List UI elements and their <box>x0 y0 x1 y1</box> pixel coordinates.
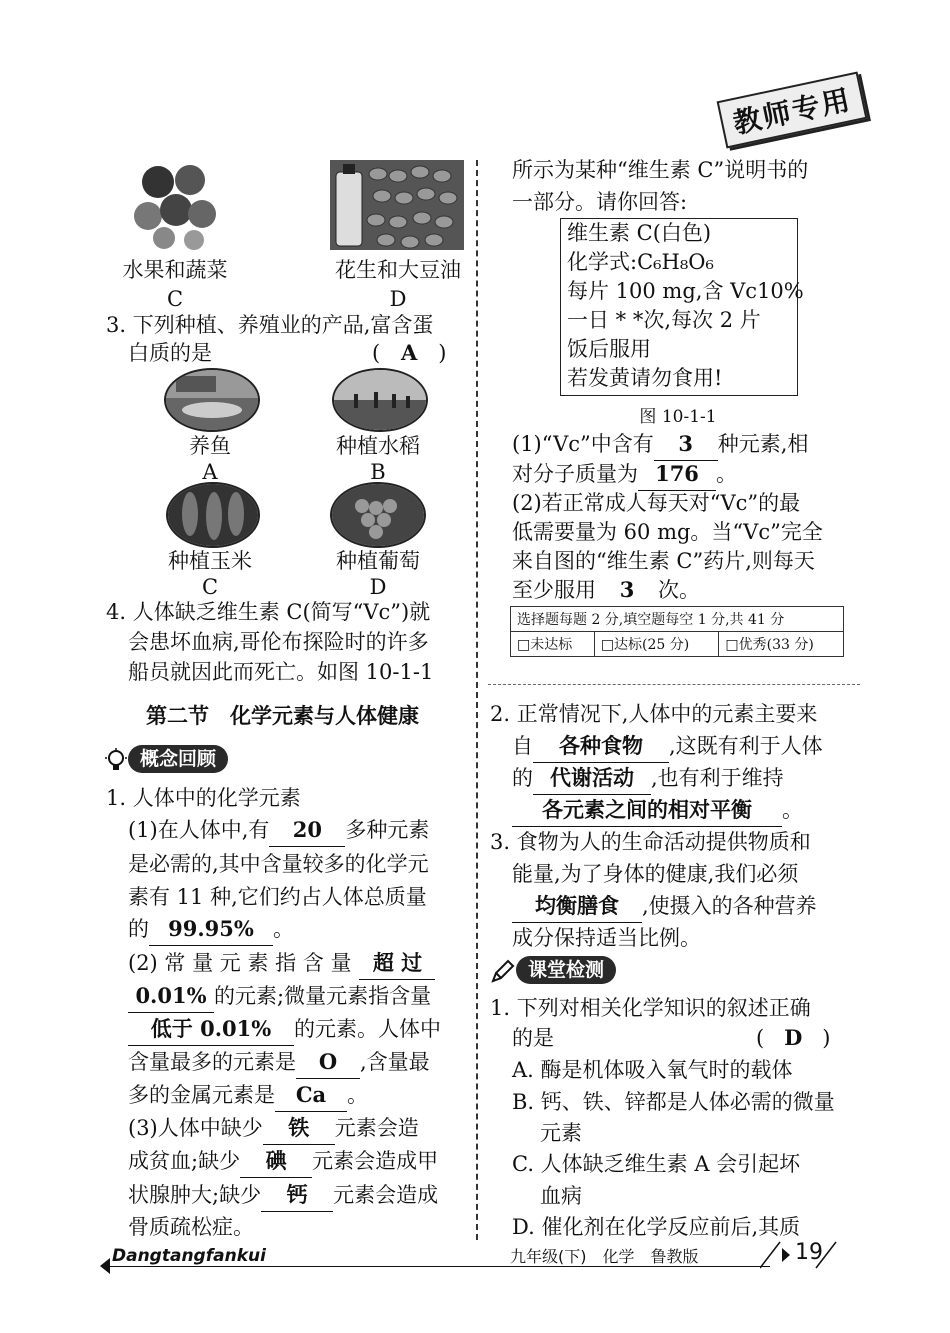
k1-option-a: A. 酶是机体吸入氧气时的载体 <box>512 1058 793 1082</box>
figure-caption: 图 10-1-1 <box>639 407 717 427</box>
answer-176: 176 <box>638 458 716 491</box>
score-table <box>510 606 844 657</box>
option-d-grape-image <box>330 482 426 548</box>
rt-p2-line4: 至少服用 3 次。 <box>512 574 700 607</box>
lightbulb-icon <box>104 748 128 772</box>
rt-p2-line2: 低需要量为 60 mg。当“Vc”完全 <box>512 520 823 544</box>
teacher-only-badge: 教师专用 <box>717 72 868 149</box>
page-number: 19 <box>795 1240 823 1265</box>
vitamin-c-label-box <box>560 218 804 396</box>
rt-p2-line3: 来自图的“维生素 C”药片,则每天 <box>512 549 815 573</box>
c1-line3: 素有 11 种,它们约占人体总质量 <box>128 885 427 909</box>
k1-answer: D <box>784 1025 803 1050</box>
c2-line2: 自 各种食物 ,这既有利于人体 <box>512 730 823 763</box>
score-option-excellent[interactable]: □优秀(33 分) <box>719 632 844 657</box>
caption-letter-d: D <box>389 287 407 311</box>
peanut-soybean-oil-image <box>330 160 464 250</box>
k1-option-b-line2: 元素 <box>540 1121 582 1145</box>
footer-grade: 九年级(下) 化学 鲁教版 <box>510 1247 699 1266</box>
c1-line10: (3)人体中缺少 铁 元素会造 <box>128 1112 419 1145</box>
c1-line13: 骨质疏松症。 <box>128 1215 254 1239</box>
option-b-rice-image <box>332 368 428 432</box>
score-rule: 选择题每题 2 分,填空题每空 1 分,共 41 分 <box>511 607 844 632</box>
column-divider <box>476 160 478 1240</box>
rt-line2: 一部分。请你回答: <box>512 190 688 214</box>
option-a-letter: A <box>202 460 218 484</box>
score-option-pass[interactable]: □达标(25 分) <box>594 632 719 657</box>
q3-line2: 白质的是 <box>128 341 212 365</box>
option-d-letter: D <box>369 575 387 599</box>
box-line-6: 若发黄请勿食用! <box>567 366 723 390</box>
c1-line8: 含量最多的元素是 O ,含量最 <box>128 1046 430 1079</box>
c1-line2: 是必需的,其中含量较多的化学元 <box>128 852 429 876</box>
left-arrow-icon <box>100 1258 110 1274</box>
rt-line1: 所示为某种“维生素 C”说明书的 <box>512 158 809 182</box>
c1-line7: 低于 0.01% 的元素。人体中 <box>128 1013 441 1046</box>
rt-p2-line1: (2)若正常成人每天对“Vc”的最 <box>512 491 801 515</box>
caption-fruit-vegetable: 水果和蔬菜 <box>122 258 228 282</box>
q4-line1: 4. 人体缺乏维生素 C(简写“Vc”)就 <box>106 600 431 624</box>
answer-0-01: 0.01% <box>128 980 214 1013</box>
option-b-caption: 种植水稻 <box>336 434 420 458</box>
k1-line1: 1. 下列对相关化学知识的叙述正确 <box>490 996 811 1020</box>
answer-99-95: 99.95% <box>149 913 273 946</box>
answer-relative-balance: 各元素之间的相对平衡 <box>512 794 782 827</box>
option-a-caption: 养鱼 <box>189 434 231 458</box>
k1-answer-bracket: ( D ) <box>756 1022 848 1054</box>
c1-head: 1. 人体中的化学元素 <box>106 786 301 810</box>
c1-line6: 0.01% 的元素;微量元素指含量 <box>128 980 431 1013</box>
pencil-icon <box>490 958 516 984</box>
answer-below-0-01: 低于 0.01% <box>128 1013 294 1046</box>
c2-line4: 各元素之间的相对平衡 。 <box>512 794 803 827</box>
answer-20: 20 <box>269 814 345 847</box>
q3-answer: A <box>401 340 418 365</box>
c3-line1: 3. 食物为人的生命活动提供物质和 <box>490 830 811 854</box>
caption-letter-c: C <box>166 287 184 311</box>
k1-line2: 的是 <box>512 1026 554 1050</box>
answer-iodine: 碘 <box>240 1145 312 1178</box>
q4-line2: 会患坏血病,哥伦布探险时的许多 <box>128 630 429 654</box>
c1-line1: (1)在人体中,有 20 多种元素 <box>128 814 429 847</box>
answer-iron: 铁 <box>263 1112 335 1145</box>
c2-line3: 的 代谢活动 ,也有利于维持 <box>512 762 784 795</box>
k1-option-b-line1: B. 钙、铁、锌都是人体必需的微量 <box>512 1090 835 1114</box>
box-line-2: 化学式:C₆H₈O₆ <box>567 250 714 274</box>
answer-over: 超 过 <box>359 947 435 980</box>
c3-line4: 成分保持适当比例。 <box>512 926 701 950</box>
box-line-5: 饭后服用 <box>567 337 651 361</box>
q3-answer-bracket: ( A ) <box>372 337 464 369</box>
answer-three-elements: 3 <box>654 428 718 461</box>
box-line-3: 每片 100 mg,含 Vc10% <box>567 279 804 303</box>
answer-ca: Ca <box>275 1079 347 1112</box>
c1-line4: 的 99.95% 。 <box>128 913 294 946</box>
answer-metabolism: 代谢活动 <box>533 762 651 795</box>
footer-brand: Dangtangfankui <box>112 1246 266 1266</box>
answer-o: O <box>296 1046 360 1079</box>
classroom-check-label: 课堂检测 <box>516 956 616 984</box>
k1-option-d-line1: D. 催化剂在化学反应前后,其质 <box>512 1215 801 1239</box>
option-d-caption: 种植葡萄 <box>336 549 420 573</box>
rt-p1-line1: (1)“Vc”中含有 3 种元素,相 <box>512 428 808 461</box>
option-c-caption: 种植玉米 <box>168 549 252 573</box>
score-option-fail[interactable]: □未达标 <box>511 632 595 657</box>
rt-p1-line2: 对分子质量为 176 。 <box>512 458 737 491</box>
c3-line3: 均衡膳食 ,使摄入的各种营养 <box>512 890 817 923</box>
q4-line3: 船员就因此而死亡。如图 10-1-1 <box>128 660 434 684</box>
concept-review-label: 概念回顾 <box>128 745 228 773</box>
c1-line11: 成贫血;缺少 碘 元素会造成甲 <box>128 1145 438 1178</box>
box-line-4: 一日 * *次,每次 2 片 <box>567 308 761 332</box>
k1-option-c-line2: 血病 <box>540 1184 582 1208</box>
caption-peanut-oil: 花生和大豆油 <box>335 258 461 282</box>
c1-line5: (2) 常 量 元 素 指 含 量 超 过 <box>128 947 435 980</box>
answer-various-foods: 各种食物 <box>533 730 669 763</box>
fruit-vegetable-image <box>128 158 220 250</box>
option-b-letter: B <box>370 460 386 484</box>
k1-option-c-line1: C. 人体缺乏维生素 A 会引起坏 <box>512 1152 801 1176</box>
c3-line2: 能量,为了身体的健康,我们必须 <box>512 862 799 886</box>
answer-three-times: 3 <box>596 574 658 607</box>
section-title: 第二节 化学元素与人体健康 <box>146 703 419 728</box>
box-line-1: 维生素 C(白色) <box>567 221 712 245</box>
c2-line1: 2. 正常情况下,人体中的元素主要来 <box>490 702 818 726</box>
answer-calcium: 钙 <box>261 1179 333 1212</box>
option-c-letter: C <box>201 575 219 599</box>
option-a-fish-image <box>164 368 260 432</box>
c1-line12: 状腺肿大;缺少 钙 元素会造成 <box>128 1179 438 1212</box>
section-separator <box>488 684 860 685</box>
option-c-corn-image <box>166 482 260 548</box>
answer-balanced-diet: 均衡膳食 <box>512 890 642 923</box>
q3-line1: 3. 下列种植、养殖业的产品,富含蛋 <box>106 313 434 337</box>
c1-line9: 多的金属元素是 Ca 。 <box>128 1079 368 1112</box>
